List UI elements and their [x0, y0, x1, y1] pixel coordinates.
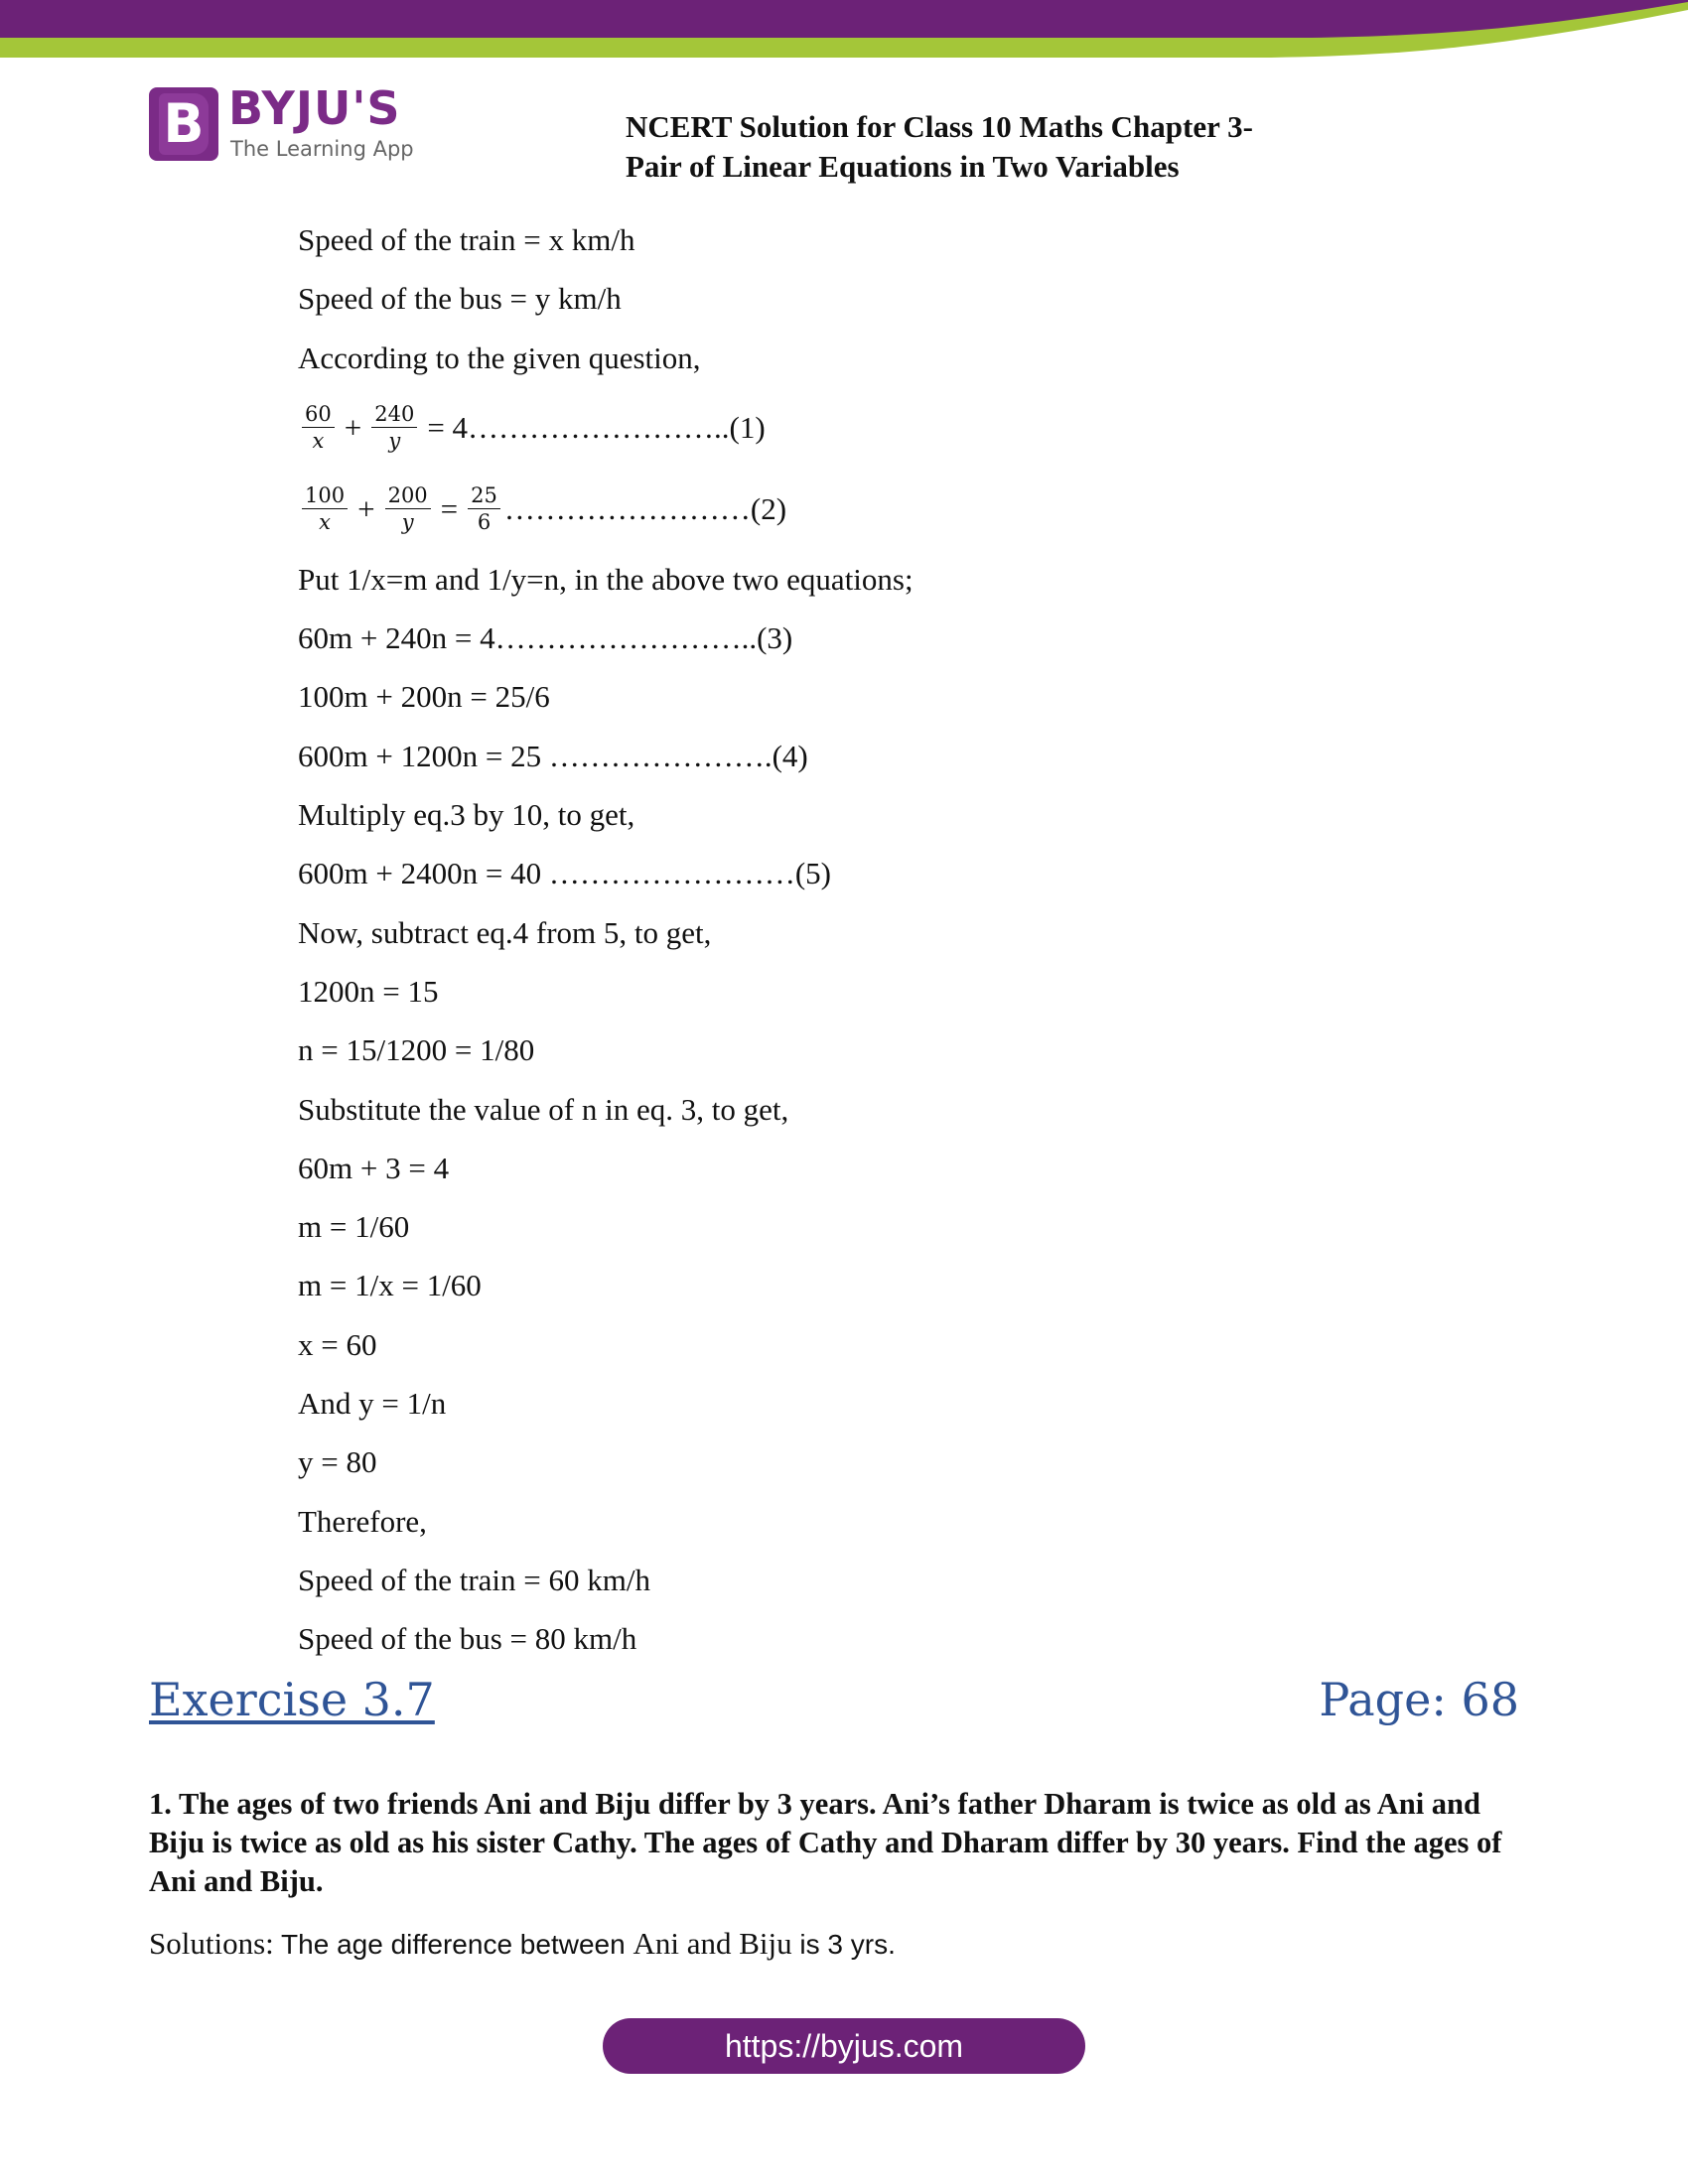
numerator: 25 — [468, 482, 500, 509]
solution-text-part: Ani and Biju — [633, 1926, 792, 1961]
equation-suffix: ……………………(2) — [503, 491, 787, 527]
step-line: According to the given question, — [298, 340, 701, 375]
question-text: 1. The ages of two friends Ani and Biju differ by 3 years. Ani’s father Dharam is twice as old as Ani and Biju is twice as old as his sister Cathy. The ages of Cathy and Dharam differ by 30 years. Find the ages of Ani and Biju. — [149, 1787, 1502, 1898]
logo-tagline: The Learning App — [230, 137, 414, 161]
step-line: And y = 1/n — [298, 1386, 447, 1422]
fraction — [302, 482, 348, 535]
solution-intro — [149, 1924, 1519, 1965]
numerator: 100 — [302, 482, 348, 509]
denominator: x — [312, 429, 325, 454]
step-line: Speed of the bus = y km/h — [298, 281, 622, 317]
solution-text-part: The age difference between — [273, 1929, 633, 1960]
equation-rhs: = 4……………………..(1) — [427, 410, 766, 446]
step-line: Now, subtract eq.4 from 5, to get, — [298, 914, 712, 950]
step-line: m = 1/60 — [298, 1209, 410, 1245]
header-color-band — [0, 0, 1688, 60]
logo-wordmark: BYJU'S — [228, 81, 401, 135]
step-line: Multiply eq.3 by 10, to get, — [298, 797, 635, 833]
step-line: 60m + 3 = 4 — [298, 1150, 450, 1185]
operator: + — [344, 410, 362, 446]
denominator: y — [388, 429, 401, 454]
step-line: 600m + 1200n = 25 ………………….(4) — [298, 738, 808, 773]
step-line: n = 15/1200 = 1/80 — [298, 1032, 535, 1068]
step-line: x = 60 — [298, 1326, 377, 1362]
fraction — [468, 482, 500, 535]
step-line: Substitute the value of n in eq. 3, to get, — [298, 1091, 789, 1127]
operator: + — [357, 491, 375, 527]
step-line: Speed of the train = x km/h — [298, 222, 635, 257]
document-header-title — [626, 107, 1380, 187]
step-line: m = 1/x = 1/60 — [298, 1268, 482, 1303]
equation-2 — [298, 469, 1489, 550]
step-line: y = 80 — [298, 1444, 377, 1480]
operator: = — [440, 491, 459, 527]
header-title-line-1: NCERT Solution for Class 10 Maths Chapter 3- — [626, 109, 1253, 144]
logo-letter: B — [159, 93, 209, 155]
header-title-line-2: Pair of Linear Equations in Two Variables — [626, 149, 1180, 184]
solution-text-part: is 3 yrs. — [791, 1929, 896, 1960]
step-line: Speed of the train = 60 km/h — [298, 1562, 650, 1597]
step-line: Put 1/x=m and 1/y=n, in the above two equations; — [298, 561, 914, 597]
denominator: x — [319, 510, 331, 535]
solution-steps — [298, 210, 1489, 1669]
step-line: 600m + 2400n = 40 ……………………(5) — [298, 856, 831, 891]
fraction — [302, 401, 335, 454]
fraction — [371, 401, 417, 454]
website-link[interactable]: https://byjus.com — [603, 2018, 1085, 2074]
step-line: 60m + 240n = 4……………………..(3) — [298, 620, 793, 656]
step-line: Speed of the bus = 80 km/h — [298, 1621, 637, 1657]
denominator: y — [401, 510, 414, 535]
step-line: 1200n = 15 — [298, 973, 439, 1009]
step-line: Therefore, — [298, 1503, 427, 1539]
numerator: 200 — [385, 482, 431, 509]
numerator: 60 — [302, 401, 335, 428]
exercise-title: Exercise 3.7 — [149, 1673, 435, 1726]
logo-badge — [149, 87, 218, 161]
equation-1 — [298, 387, 1489, 469]
numerator: 240 — [371, 401, 417, 428]
fraction — [385, 482, 431, 535]
byjus-logo — [149, 81, 447, 167]
denominator: 6 — [477, 510, 492, 535]
page-number-label: Page: 68 — [1319, 1673, 1519, 1726]
solution-label: Solutions: — [149, 1926, 274, 1961]
step-line: 100m + 200n = 25/6 — [298, 679, 550, 715]
exercise-heading-row — [149, 1673, 1519, 1732]
